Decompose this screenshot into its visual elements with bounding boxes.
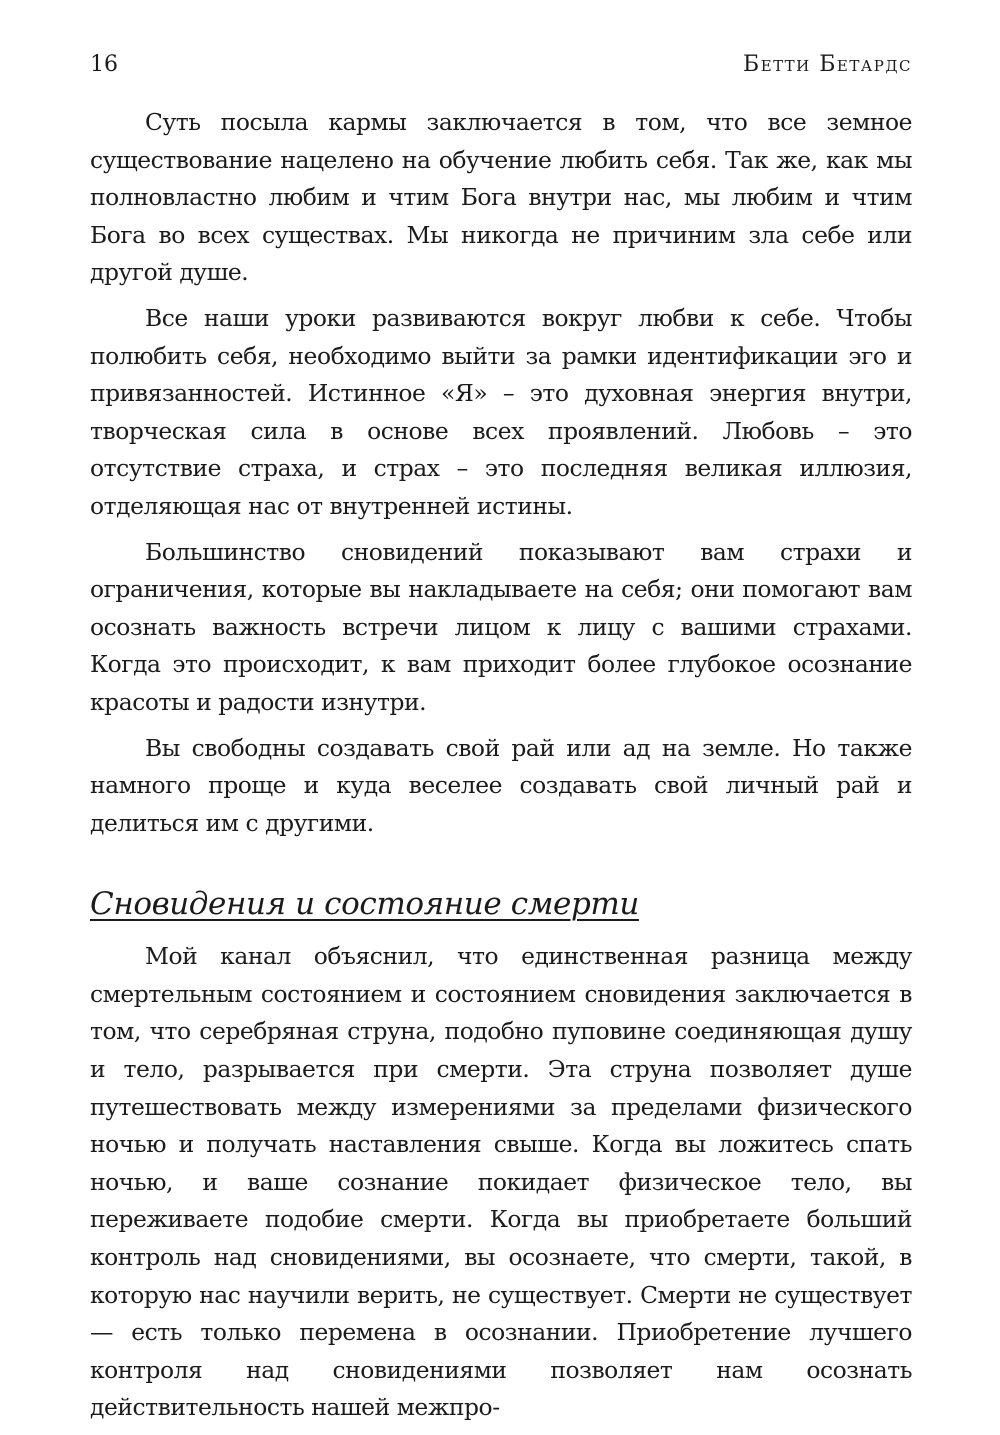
paragraph-karma: Суть посыла кармы заключается в том, что все земное существование нацелено на обучение любить себя. Так же, как мы полновластно любим и чтим Бога внутри нас, мы любим и чтим Бога во всех существах. Мы никогда не причиним зла себе или другой душе.: [90, 108, 912, 287]
paragraph-heaven-hell: Вы свободны создавать свой рай или ад на земле. Но также намного проще и куда веселее создавать свой личный рай и делиться им с другими.: [90, 733, 912, 837]
paragraph-dreams-fears: Большинство сновидений показывают вам страхи и ограничения, которые вы накладываете на себя; они помогают вам осознать важность встречи лицом к лицу с вашими страхами. Когда это происходит, к вам приходит более глубокое осознание красоты и радости изнутри.: [90, 537, 912, 716]
section-heading: Сновидения и состояние смерти: [90, 886, 639, 923]
page-number: 16: [90, 52, 118, 77]
author-name: Бетти Бетардс: [743, 52, 912, 77]
book-page: [90, 0, 912, 1422]
body-text: [90, 104, 912, 1435]
paragraph-self-love: Все наши уроки развиваются вокруг любви к себе. Чтобы полюбить себя, необходимо выйти за рамки идентификации эго и привязанностей. Истинное «Я» – это духовная энергия внутри, творческая сила в основе всех проявлений. Любовь – это отсутствие страха, и страх – это последняя великая иллюзия, отделяющая нас от внутренней истины.: [90, 303, 912, 520]
running-head: [90, 50, 912, 80]
paragraph-silver-cord: Мой канал объяснил, что единственная разница между смертельным состоянием и состоянием сновидения заключается в том, что серебряная струна, подобно пуповине соединяющая душу и тело, разрывается при смерти. Эта струна позволяет душе путешествовать между измерениями за пределами физического ночью и получать наставления свыше. Когда вы ложитесь спать ночью, и ваше сознание покидает физическое тело, вы переживаете подобие смерти. Когда вы приобретаете больший контроль над сновидениями, вы осознаете, что смерти, такой, в которую нас научили верить, не существует. Смерти не существует — есть только перемена в осознании. Приобретение лучшего контроля над сновидениями позволяет нам осознать действительность нашей межпро-: [90, 942, 912, 1422]
